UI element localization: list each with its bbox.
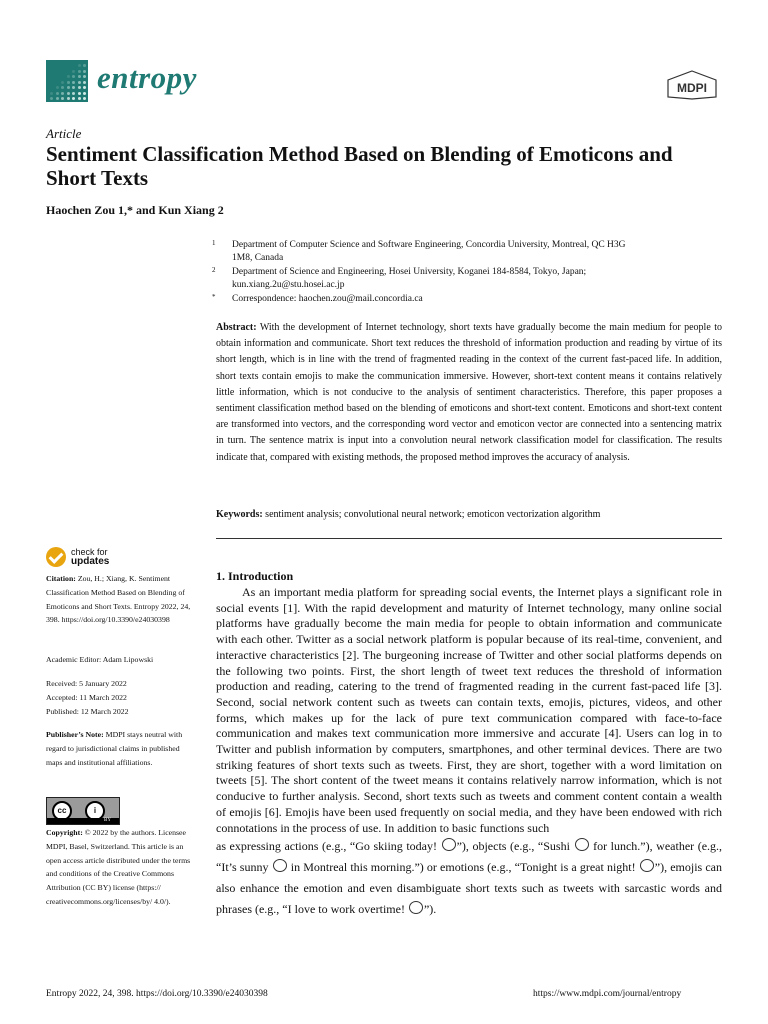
cc-by-badge: BY [47, 818, 119, 824]
checkmark-icon [46, 547, 66, 567]
publishers-note-text: MDPI stays neutral with regard to jurisdictional claims in published maps and institutional affiliations. [46, 730, 183, 767]
paragraph-emoji: as expressing actions (e.g., “Go skiing today! ”), objects (e.g., “Sushi for lunch.”), weather (e.g., “It’s sunny in Montreal this morning.”) or emotions (e.g., “Tonight is a great night! ”), emojis can also enhance the emotion and even disambiguate short texts such as tweets with sarcastic words and phrases (e.g., “I love to work overtime! ”). [216, 839, 723, 917]
affiliation-2: 2 Department of Science and Engineering, Hosei University, Koganei 184-8584, Tokyo, Japan; kun.xiang.2u@stu.hosei.ac.jp [212, 266, 587, 290]
publishers-note-label: Publisher’s Note: [46, 730, 104, 739]
divider [216, 538, 722, 539]
mdpi-logo-icon [667, 70, 717, 100]
received-date: Received: 5 January 2022 [46, 679, 127, 688]
article-type: Article [46, 126, 82, 141]
accepted-date: Accepted: 11 March 2022 [46, 693, 127, 702]
academic-editor: Academic Editor: Adam Lipowski [46, 655, 154, 664]
paper-title: Sentiment Classification Method Based on Blending of Emoticons and Short Texts [46, 142, 673, 190]
abstract-text: With the development of Internet technology, short texts have gradually become the main medium for people to obtain information and communicate. Short text reduces the threshold of information production and reading by virtue of its short length, which is in line with the trend of fragmented reading in the context of the current fast-paced life. In addition, short texts contain emojis to make the communication immersive. However, short-text content means it contains relatively little information, which is not conducive to the analysis of sentiment characteristics. Therefore, this paper proposes a sentiment classification method based on the blending of emoticons and short-text content. Emoticons and short-text content are transformed into vectors, and the corresponding word vector and emoticon vector are connected into a sentencing matrix in turn. The sentence matrix is input into a convolution neural network classification model for classification. The results indicate that, compared with existing methods, the proposed method improves the accuracy of analysis. [216, 322, 722, 463]
correspondence: * Correspondence: haochen.zou@mail.concordia.ca [212, 293, 423, 304]
keywords-label: Keywords: [216, 509, 263, 520]
copyright [46, 826, 196, 909]
section-heading: 1. Introduction [216, 569, 294, 583]
citation-text[interactable]: Zou, H.; Xiang, K. Sentiment Classification Method Based on Blending of Emoticons and Short Texts. Entropy 2022, 24, 398. https://doi.org/10.3390/e24030398 [46, 574, 191, 625]
skier-emoji-icon [442, 838, 456, 851]
publishers-note [46, 728, 196, 769]
copyright-label: Copyright: [46, 828, 83, 837]
keywords-text: sentiment analysis; convolutional neural network; emoticon vectorization algorithm [265, 509, 601, 520]
tired-face-emoji-icon [409, 901, 423, 914]
introduction-body [216, 585, 722, 920]
journal-logo-icon [46, 60, 88, 102]
published-date: Published: 12 March 2022 [46, 707, 129, 716]
publisher-name: MDPI [677, 81, 707, 95]
updates-label: updates [71, 556, 110, 567]
citation-label: Citation: [46, 574, 76, 583]
citation [46, 572, 196, 627]
abstract [216, 320, 722, 466]
copyright-text: © 2022 by the authors. Licensee MDPI, Basel, Switzerland. This article is an open access article distributed under the terms and conditions of the Creative Commons Attribution (CC BY) license (https:// creativecommons.org/licenses/by/ 4.0/). [46, 828, 191, 906]
affiliation-1: 1 Department of Computer Science and Software Engineering, Concordia University, Montreal, QC H3G 1M8, Canada [212, 239, 626, 263]
paragraph: As an important media platform for spreading social events, the Internet plays a significant role in social events [1]. With the rapid development and maturity of Internet technology, many online social platforms have gradually become the main media for people to obtain information and communicate with each other. Twitter as a social network platform is popular because of its real-time, convenient, and interactive characteristics [2]. The burgeoning increase of Twitter and other social platforms depends on the following two points. First, the short length of tweet text reduces the threshold of information production and reading, catering to the trend of fragmented reading in the current fast-paced life [3]. Second, social network content such as tweets can contain texts, emojis, pictures, videos, and other forms, which makes up for the lack of pure text communication compared with face-to-face communication and makes text communication more immersive and accurate [4]. Users can log in to Twitter and publish information by computers, smartphones, and other terminal devices. There are two striking features of short texts such as tweets. First, they are short, together with a word limitation on tweets [5]. The short content of the tweet means it contains relatively narrow information, which is not conducive to further analysis. Second, short texts such as tweets and comment content contain a wealth of emojis [6]. Emojis have been used frequently on social media, and they have been endowed with rich connotations in the process of use. In addition to basic functions such [216, 585, 722, 835]
cc-by-license-icon[interactable]: cc i BY [46, 797, 120, 825]
journal-name: entropy [97, 60, 197, 95]
check-for-updates-button[interactable] [46, 546, 166, 572]
abstract-label: Abstract: [216, 322, 257, 333]
footer-journal-url[interactable]: https://www.mdpi.com/journal/entropy [533, 989, 682, 999]
sushi-emoji-icon [575, 838, 589, 851]
author-list: Haochen Zou 1,* and Kun Xiang 2 [46, 203, 224, 217]
sun-emoji-icon [273, 859, 287, 872]
keywords [216, 509, 722, 520]
check-for-label: check for [71, 547, 108, 557]
footer-citation[interactable]: Entropy 2022, 24, 398. https://doi.org/10.3390/e24030398 [46, 989, 268, 999]
smiling-face-emoji-icon [640, 859, 654, 872]
